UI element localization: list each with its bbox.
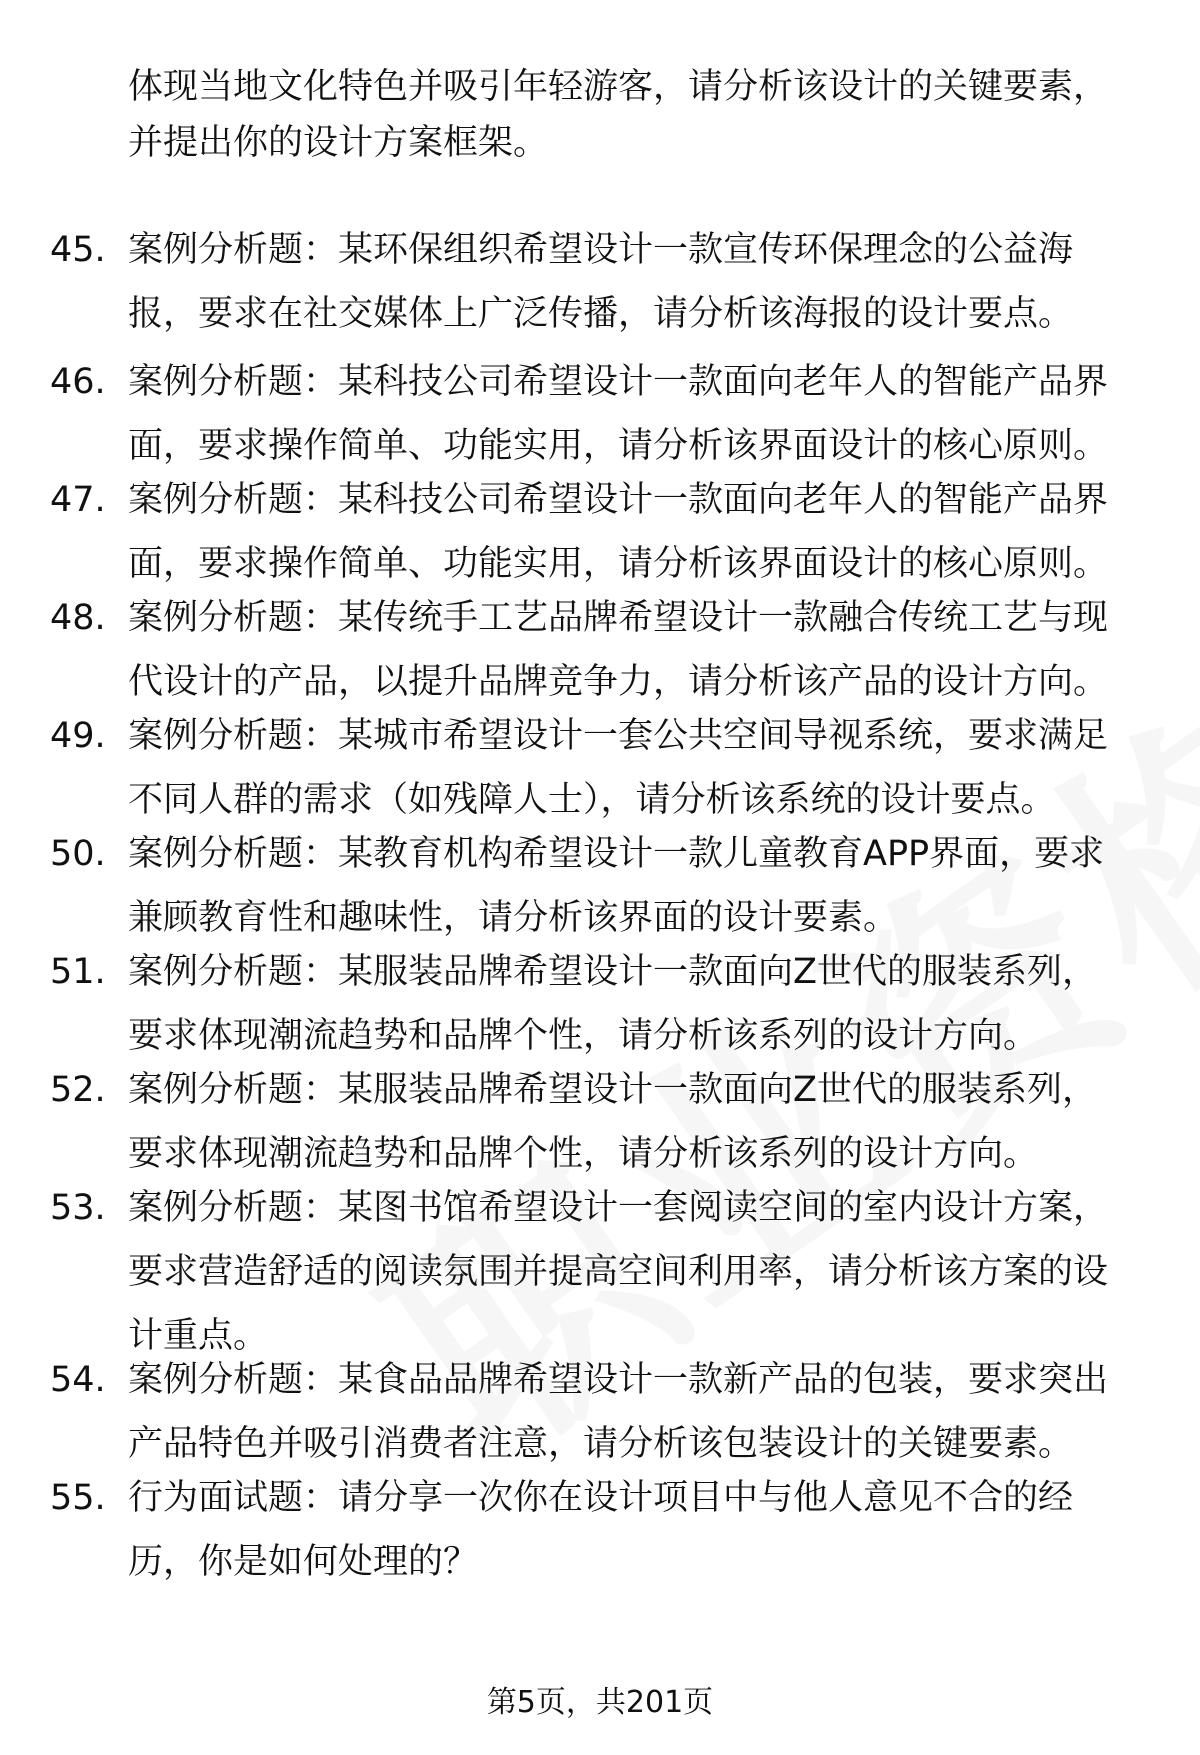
question-line: 案例分析题：某教育机构希望设计一款儿童教育APP界面，要求 [128, 834, 1105, 874]
question-text [128, 940, 1148, 1068]
question-text [128, 218, 1148, 346]
question-text [128, 468, 1148, 596]
question-text [128, 704, 1148, 832]
question-line: 案例分析题：某环保组织希望设计一款宣传环保理念的公益海 [128, 230, 1074, 270]
question-number: 55. [50, 1478, 106, 1518]
question-line: 案例分析题：某服装品牌希望设计一款面向Z世代的服装系列， [128, 952, 1097, 992]
question-line: 计重点。 [128, 1316, 269, 1356]
question-number: 53. [50, 1188, 106, 1228]
question-number: 51. [50, 952, 106, 992]
question-line: 产品特色并吸引消费者注意，请分析该包装设计的关键要素。 [128, 1424, 1074, 1464]
question-line: 要求营造舒适的阅读氛围并提高空间利用率，请分析该方案的设 [128, 1252, 1109, 1292]
question-text [128, 350, 1148, 478]
question-line: 案例分析题：某图书馆希望设计一套阅读空间的室内设计方案， [128, 1188, 1109, 1228]
question-line: 不同人群的需求（如残障人士），请分析该系统的设计要点。 [128, 780, 1056, 820]
question-text [128, 1176, 1148, 1368]
question-line: 历，你是如何处理的？ [128, 1542, 479, 1582]
question-text [128, 1058, 1148, 1186]
question-line: 案例分析题：某城市希望设计一套公共空间导视系统，要求满足 [128, 716, 1109, 756]
question-text [128, 1466, 1148, 1594]
question-number: 50. [50, 834, 106, 874]
question-number: 49. [50, 716, 106, 756]
question-line: 案例分析题：某食品品牌希望设计一款新产品的包装，要求突出 [128, 1360, 1109, 1400]
question-number: 47. [50, 480, 106, 520]
question-text [128, 1348, 1148, 1476]
question-number: 52. [50, 1070, 106, 1110]
question-line: 行为面试题：请分享一次你在设计项目中与他人意见不合的经 [128, 1478, 1074, 1518]
question-number: 45. [50, 230, 106, 270]
question-number: 46. [50, 362, 106, 402]
question-line: 报，要求在社交媒体上广泛传播，请分析该海报的设计要点。 [128, 294, 1074, 334]
question-line: 面，要求操作简单、功能实用，请分析该界面设计的核心原则。 [128, 544, 1109, 584]
question-number: 54. [50, 1360, 106, 1400]
question-line: 兼顾教育性和趣味性，请分析该界面的设计要素。 [128, 898, 899, 938]
question-number: 48. [50, 598, 106, 638]
question-line: 案例分析题：某科技公司希望设计一款面向老年人的智能产品界 [128, 480, 1109, 520]
question-line: 案例分析题：某科技公司希望设计一款面向老年人的智能产品界 [128, 362, 1109, 402]
question-line: 代设计的产品，以提升品牌竞争力，请分析该产品的设计方向。 [128, 662, 1109, 702]
question-line: 案例分析题：某传统手工艺品牌希望设计一款融合传统工艺与现 [128, 598, 1109, 638]
question-text [128, 586, 1148, 714]
question-line: 面，要求操作简单、功能实用，请分析该界面设计的核心原则。 [128, 426, 1109, 466]
page-number-footer: 第5页，共201页 [486, 1685, 714, 1720]
continuation-line-2: 并提出你的设计方案框架。 [128, 123, 549, 163]
question-line: 要求体现潮流趋势和品牌个性，请分析该系列的设计方向。 [128, 1016, 1039, 1056]
continuation-line-1: 体现当地文化特色并吸引年轻游客，请分析该设计的关键要素， [128, 67, 1109, 107]
question-text [128, 822, 1148, 950]
question-line: 案例分析题：某服装品牌希望设计一款面向Z世代的服装系列， [128, 1070, 1097, 1110]
question-line: 要求体现潮流趋势和品牌个性，请分析该系列的设计方向。 [128, 1134, 1039, 1174]
